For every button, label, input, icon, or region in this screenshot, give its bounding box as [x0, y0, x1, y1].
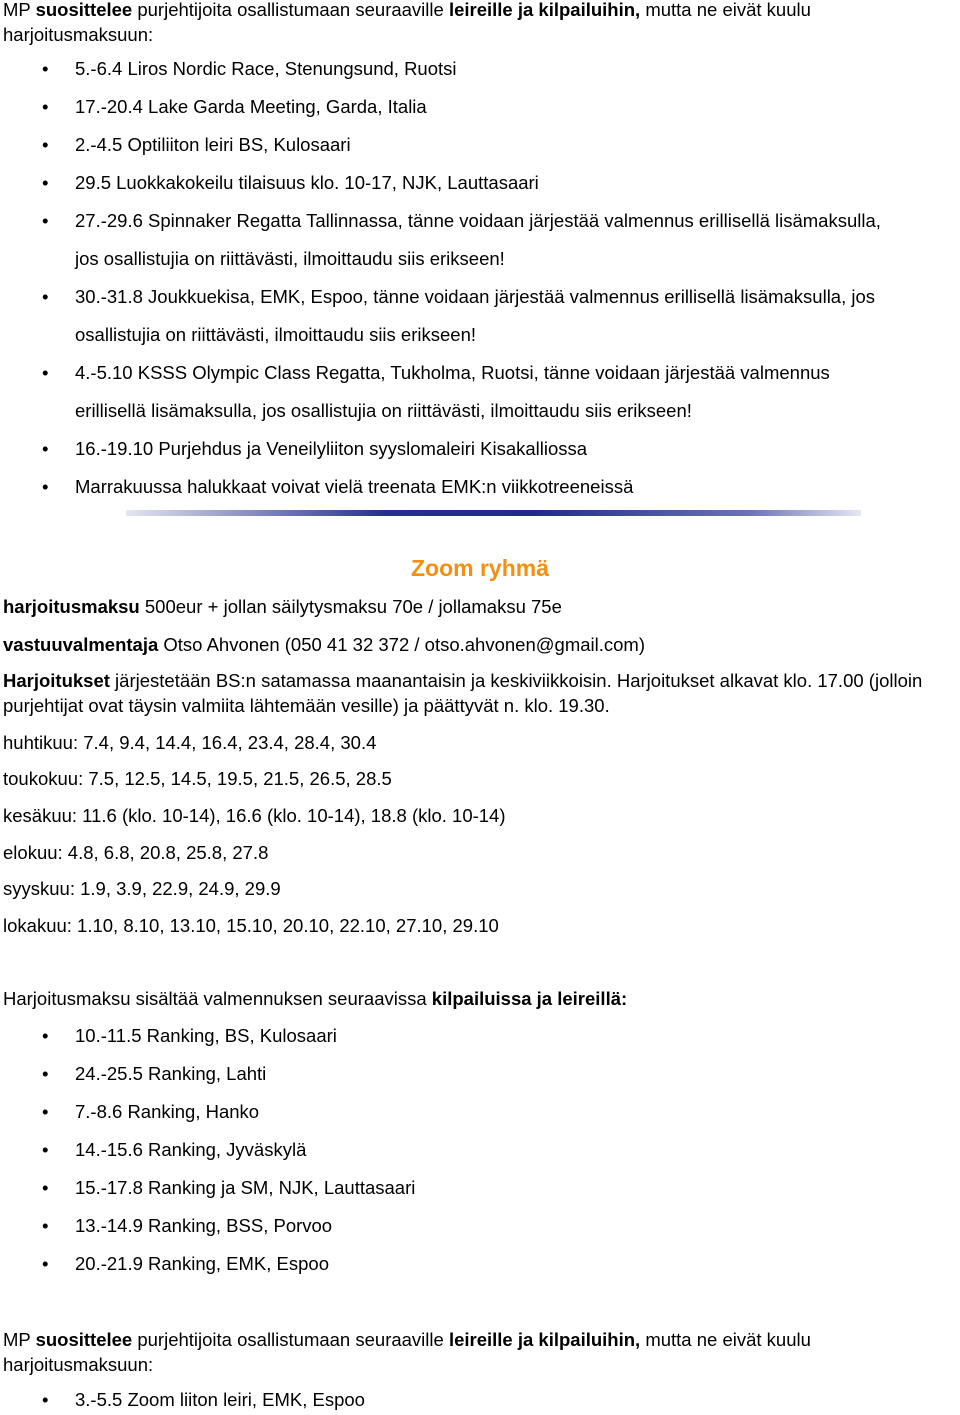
bullet: •	[42, 286, 49, 307]
bullet: •	[42, 1215, 49, 1236]
coach-line	[3, 632, 956, 657]
included-events-intro: Harjoitusmaksu sisältää valmennuksen seuraavissa kilpailuissa ja leireillä:	[3, 988, 628, 1009]
list-item: • 27.-29.6 Spinnaker Regatta Tallinnassa, tänne voidaan järjestää valmennus erillisellä lisämaksulla, jos osallistujia on riittävästi, ilmoittaudu siis erikseen!	[0, 202, 960, 278]
list-item: • 29.5 Luokkakokeilu tilaisuus klo. 10-17, NJK, Lauttasaari	[0, 170, 960, 208]
list-item: • 14.-15.6 Ranking, Jyväskylä	[0, 1131, 960, 1169]
section-title: Zoom ryhmä	[410, 555, 550, 581]
bullet: •	[42, 476, 49, 497]
recommended-events-list	[0, 56, 960, 506]
list-item: • 5.-6.4 Liros Nordic Race, Stenungsund, Ruotsi	[0, 56, 960, 94]
schedule-june: kesäkuu: 11.6 (klo. 10-14), 16.6 (klo. 10-14), 18.8 (klo. 10-14)	[3, 805, 506, 826]
coach-label: vastuuvalmentaja	[3, 634, 159, 655]
bullet: •	[42, 58, 49, 79]
intro-text: MP	[3, 0, 36, 20]
list-item: • 17.-20.4 Lake Garda Meeting, Garda, Italia	[0, 94, 960, 132]
schedule-april: huhtikuu: 7.4, 9.4, 14.4, 16.4, 23.4, 28.4, 30.4	[3, 732, 377, 753]
practice-label: Harjoitukset	[3, 670, 110, 691]
list-item: • 4.-5.10 KSSS Olympic Class Regatta, Tukholma, Ruotsi, tänne voidaan järjestää valmennus erillisellä lisämaksulla, jos osallistujia on riittävästi, ilmoittaudu siis erikseen!	[0, 354, 960, 430]
fee-line	[3, 594, 956, 619]
intro-paragraph	[3, 0, 956, 47]
bullet: •	[42, 1101, 49, 1122]
fee-label: harjoitusmaksu	[3, 596, 140, 617]
bullet: •	[42, 1389, 49, 1410]
schedule-september: syyskuu: 1.9, 3.9, 22.9, 24.9, 29.9	[3, 878, 281, 899]
list-item: • 24.-25.5 Ranking, Lahti	[0, 1055, 960, 1093]
bullet: •	[42, 210, 49, 231]
list-item: • 13.-14.9 Ranking, BSS, Porvoo	[0, 1207, 960, 1245]
list-item: • 10.-11.5 Ranking, BS, Kulosaari	[0, 1017, 960, 1055]
list-item: • 3.-5.5 Zoom liiton leiri, EMK, Espoo	[0, 1387, 960, 1413]
fee-value: 500eur + jollan säilytysmaksu 70e / jollamaksu 75e	[139, 596, 562, 617]
practice-paragraph	[3, 668, 956, 718]
divider	[126, 510, 861, 516]
coach-value: Otso Ahvonen (050 41 32 372 / otso.ahvonen@gmail.com)	[158, 634, 645, 655]
schedule-october: lokakuu: 1.10, 8.10, 13.10, 15.10, 20.10, 22.10, 27.10, 29.10	[3, 915, 499, 936]
bullet: •	[42, 1063, 49, 1084]
list-item: • 15.-17.8 Ranking ja SM, NJK, Lauttasaari	[0, 1169, 960, 1207]
bullet: •	[42, 1139, 49, 1160]
intro-bold: leireille ja kilpailuihin,	[448, 0, 641, 20]
bullet: •	[42, 134, 49, 155]
practice-text: järjestetään BS:n satamassa maanantaisin ja keskiviikkoisin. Harjoitukset alkavat klo. 17.00 (jolloin purjehtijat ovat täysin valmiita lähtemään vesille) ja päättyvät n. klo. 19.30.	[3, 670, 923, 716]
list-item: • 2.-4.5 Optiliiton leiri BS, Kulosaari	[0, 132, 960, 170]
schedule-may: toukokuu: 7.5, 12.5, 14.5, 19.5, 21.5, 26.5, 28.5	[3, 768, 392, 789]
bullet: •	[42, 362, 49, 383]
bullet: •	[42, 96, 49, 117]
intro-paragraph-2: MP suosittelee purjehtijoita osallistumaan seuraaville leireille ja kilpailuihin, mutta ne eivät kuulu harjoitusmaksuun:	[3, 1329, 811, 1375]
intro-text: mutta ne eivät kuulu harjoitusmaksuun:	[3, 0, 811, 45]
included-events-list	[0, 1017, 960, 1283]
intro-bold: suosittelee	[35, 0, 133, 20]
list-item: • Marrakuussa halukkaat voivat vielä treenata EMK:n viikkotreeneissä	[0, 468, 960, 506]
list-item: • 30.-31.8 Joukkuekisa, EMK, Espoo, tänne voidaan järjestää valmennus erillisellä lisämaksulla, jos osallistujia on riittävästi, ilmoittaudu siis erikseen!	[0, 278, 960, 354]
bullet: •	[42, 1177, 49, 1198]
list-item: • 20.-21.9 Ranking, EMK, Espoo	[0, 1245, 960, 1283]
bullet: •	[42, 1025, 49, 1046]
bullet: •	[42, 438, 49, 459]
bullet: •	[42, 1253, 49, 1274]
list-item: • 16.-19.10 Purjehdus ja Veneilyliiton syyslomaleiri Kisakalliossa	[0, 430, 960, 468]
schedule-august: elokuu: 4.8, 6.8, 20.8, 25.8, 27.8	[3, 842, 269, 863]
intro-text: purjehtijoita osallistumaan seuraaville	[132, 0, 449, 20]
list-item: • 7.-8.6 Ranking, Hanko	[0, 1093, 960, 1131]
recommended-events-list-2	[0, 1387, 960, 1413]
bullet: •	[42, 172, 49, 193]
